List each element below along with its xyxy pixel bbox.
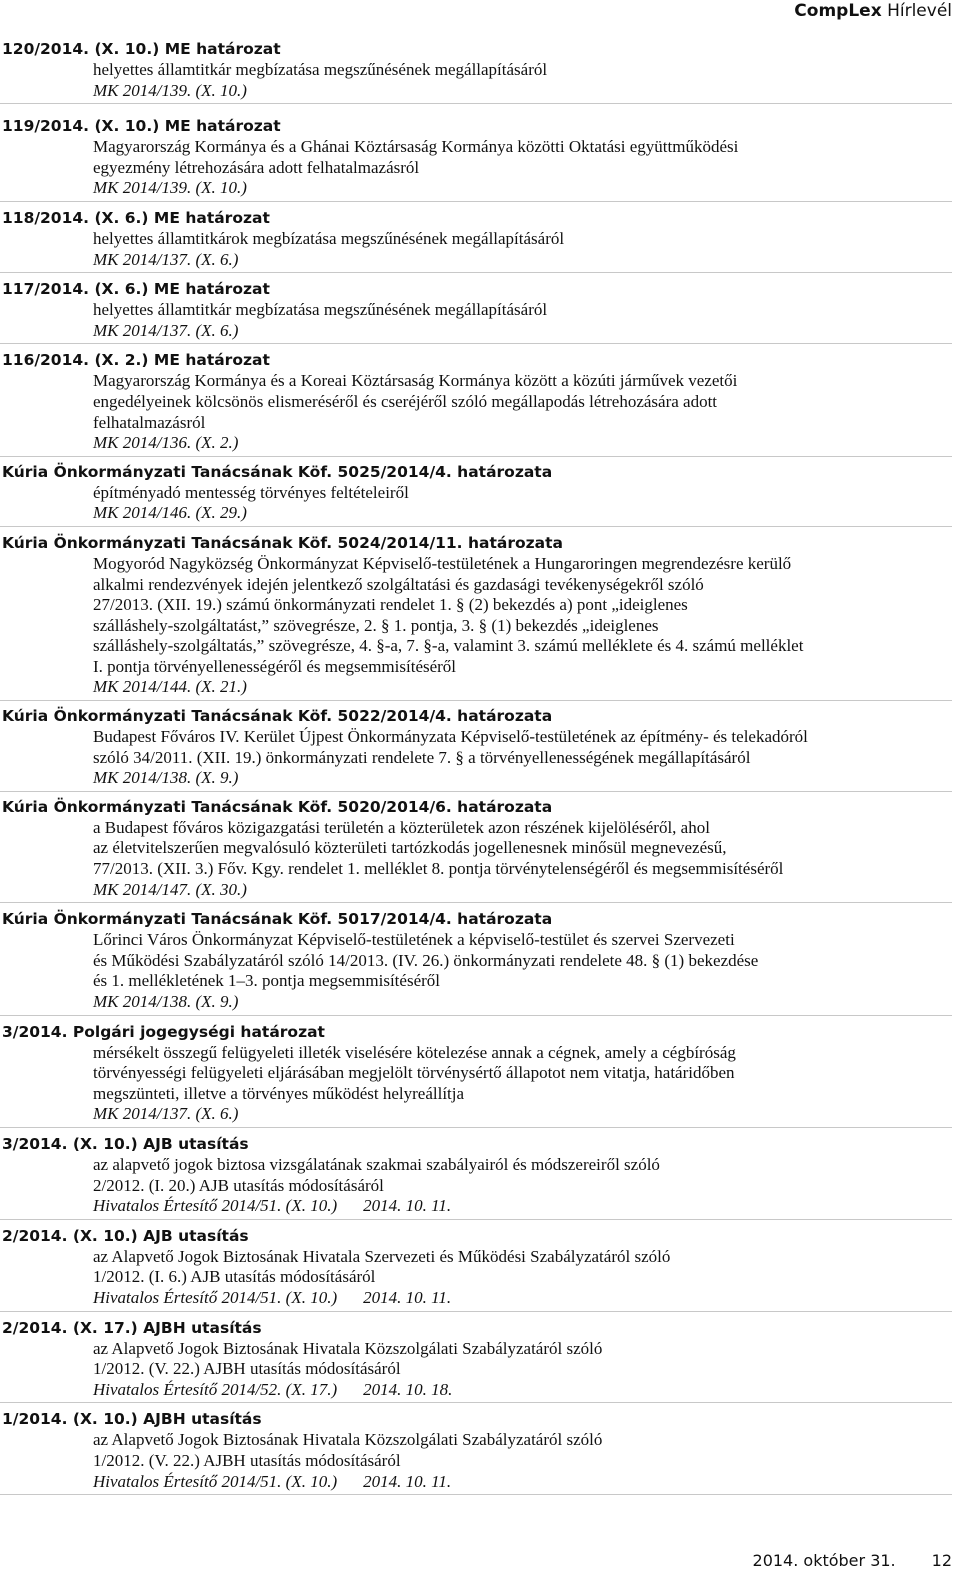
document-entry xyxy=(0,1318,952,1404)
entry-text-line: 1/2012. (V. 22.) AJBH utasítás módosításáról xyxy=(93,1450,401,1470)
source-citation: Hivatalos Értesítő 2014/51. (X. 10.) xyxy=(93,1287,338,1307)
document-entry xyxy=(0,462,952,527)
entry-body xyxy=(0,727,952,789)
document-entry xyxy=(0,1226,952,1312)
source-citation: MK 2014/136. (X. 2.) xyxy=(93,433,239,453)
entry-source-ref xyxy=(93,1380,952,1401)
document-entry xyxy=(0,39,952,104)
entry-source-ref xyxy=(93,321,952,342)
brand-light: Hírlevél xyxy=(881,1,952,21)
entry-body xyxy=(0,1247,952,1309)
entry-source-ref xyxy=(93,503,952,524)
entry-text-line: 2/2012. (I. 20.) AJB utasítás módosításáról xyxy=(93,1175,384,1195)
publication-date: 2014. 10. 11. xyxy=(363,1287,452,1307)
entry-text-line: szálláshely-szolgáltatást,” szövegrésze, 2. § 1. pontja, 3. § (1) bekezdés „ideiglenes xyxy=(93,615,659,635)
entry-text-line: helyettes államtitkár megbízatása megszűnésének megállapításáról xyxy=(93,300,548,320)
document-entry xyxy=(0,1134,952,1220)
entry-text-line: 27/2013. (XII. 19.) számú önkormányzati rendelet 1. § (2) bekezdés a) pont „ideiglenes xyxy=(93,595,688,615)
entry-source-ref xyxy=(93,1288,952,1309)
entry-title: 3/2014. Polgári jogegységi határozat xyxy=(2,1022,325,1041)
entry-title: Kúria Önkormányzati Tanácsának Köf. 5022/2014/4. határozata xyxy=(2,707,553,726)
document-entry xyxy=(0,116,952,202)
source-citation: MK 2014/137. (X. 6.) xyxy=(93,249,239,269)
entry-text-line: 1/2012. (V. 22.) AJBH utasítás módosításáról xyxy=(93,1359,401,1379)
entry-text-line: és Működési Szabályzatáról szóló 14/2013. (IV. 26.) önkormányzati rendelete 48. § (1) bekezdése xyxy=(93,950,759,970)
entry-body xyxy=(0,818,952,900)
page-number: 12 xyxy=(931,1551,952,1570)
entry-body xyxy=(0,1339,952,1401)
source-citation: MK 2014/137. (X. 6.) xyxy=(93,1104,239,1124)
entry-title: 119/2014. (X. 10.) ME határozat xyxy=(2,117,281,136)
entry-source-ref xyxy=(93,250,952,271)
entry-text-line: felhatalmazásról xyxy=(93,412,206,432)
source-citation: MK 2014/146. (X. 29.) xyxy=(93,503,247,523)
entry-body xyxy=(0,1430,952,1492)
brand-bold: CompLex xyxy=(794,1,882,21)
publication-brand xyxy=(794,0,952,22)
entry-source-ref xyxy=(93,433,952,454)
entry-title: Kúria Önkormányzati Tanácsának Köf. 5024/2014/11. határozata xyxy=(2,533,563,552)
document-entry xyxy=(0,279,952,344)
entry-text-line: engedélyeinek kölcsönös elismeréséről és cseréjéről szóló megállapodás létrehozására adott xyxy=(93,391,718,411)
entry-source-ref xyxy=(93,992,952,1013)
document-entry xyxy=(0,797,952,903)
document-entry xyxy=(0,1022,952,1128)
source-citation: Hivatalos Értesítő 2014/52. (X. 17.) xyxy=(93,1379,338,1399)
source-citation: MK 2014/139. (X. 10.) xyxy=(93,80,247,100)
entry-text-line: Lőrinci Város Önkormányzat Képviselő-testületének a képviselő-testület és szervei Szervezeti xyxy=(93,930,735,950)
entry-title: Kúria Önkormányzati Tanácsának Köf. 5017/2014/4. határozata xyxy=(2,910,553,929)
entry-text-line: I. pontja törvényellenességéről és megsemmisítéséről xyxy=(93,656,457,676)
entry-text-line: az Alapvető Jogok Biztosának Hivatala Közszolgálati Szabályzatáról szóló xyxy=(93,1338,603,1358)
source-citation: MK 2014/147. (X. 30.) xyxy=(93,879,247,899)
source-citation: MK 2014/138. (X. 9.) xyxy=(93,992,239,1011)
entry-text-line: megszünteti, illetve a törvényes működést helyreállítja xyxy=(93,1083,465,1103)
source-citation: Hivatalos Értesítő 2014/51. (X. 10.) xyxy=(93,1196,338,1216)
entry-title: Kúria Önkormányzati Tanácsának Köf. 5025/2014/4. határozata xyxy=(2,462,553,481)
document-entry xyxy=(0,706,952,792)
entry-text-line: szálláshely-szolgáltatás,” szövegrésze, 4. §-a, 7. §-a, valamint 3. számú melléklete és 4. számú melléklet xyxy=(93,636,804,656)
page-footer xyxy=(753,1551,952,1570)
entry-title: 2/2014. (X. 10.) AJB utasítás xyxy=(2,1226,249,1245)
entry-text-line: a Budapest főváros közigazgatási területén a közterületek azon részének kijelöléséről, ahol xyxy=(93,817,710,837)
entry-text-line: helyettes államtitkár megbízatása megszűnésének megállapításáról xyxy=(93,60,548,79)
entry-body xyxy=(0,137,952,199)
entry-title: 116/2014. (X. 2.) ME határozat xyxy=(2,351,270,370)
entry-list xyxy=(0,39,952,1501)
entry-body xyxy=(0,483,952,524)
entry-text-line: az Alapvető Jogok Biztosának Hivatala Szervezeti és Működési Szabályzatáról szóló xyxy=(93,1246,671,1266)
entry-body xyxy=(0,554,952,698)
source-citation: MK 2014/137. (X. 6.) xyxy=(93,320,239,340)
entry-text-line: az életvitelszerűen megvalósuló közterületi tartózkodás jogellenesnek minősül megnevezésű, xyxy=(93,838,727,858)
entry-source-ref xyxy=(93,768,952,789)
entry-title: 2/2014. (X. 17.) AJBH utasítás xyxy=(2,1318,262,1337)
source-citation: MK 2014/144. (X. 21.) xyxy=(93,677,247,697)
document-entry xyxy=(0,350,952,456)
entry-text-line: mérsékelt összegű felügyeleti illeték viselésére kötelezése annak a cégnek, amely a cégbíróság xyxy=(93,1042,736,1062)
entry-text-line: Magyarország Kormánya és a Ghánai Köztársaság Kormánya közötti Oktatási együttműködési xyxy=(93,137,739,157)
entry-body xyxy=(0,371,952,453)
entry-body xyxy=(0,229,952,270)
entry-title: 117/2014. (X. 6.) ME határozat xyxy=(2,280,270,299)
entry-body xyxy=(0,930,952,1012)
entry-text-line: 1/2012. (I. 6.) AJB utasítás módosításáról xyxy=(93,1267,376,1287)
entry-source-ref xyxy=(93,81,952,102)
entry-source-ref xyxy=(93,677,952,698)
source-citation: MK 2014/139. (X. 10.) xyxy=(93,178,247,198)
entry-source-ref xyxy=(93,1472,952,1493)
entry-text-line: Mogyoród Nagyközség Önkormányzat Képviselő-testületének a Hungaroringen megrendezésre kerülő xyxy=(93,553,792,573)
entry-text-line: az Alapvető Jogok Biztosának Hivatala Közszolgálati Szabályzatáról szóló xyxy=(93,1430,603,1450)
entry-text-line: Magyarország Kormánya és a Koreai Köztársaság Kormánya között a közúti járművek vezetői xyxy=(93,371,738,391)
entry-title: 3/2014. (X. 10.) AJB utasítás xyxy=(2,1134,249,1153)
entry-text-line: szóló 34/2011. (XII. 19.) önkormányzati rendelete 7. § a törvényellenességének megállapításáról xyxy=(93,747,751,767)
entry-title: Kúria Önkormányzati Tanácsának Köf. 5020/2014/6. határozata xyxy=(2,797,553,816)
entry-source-ref xyxy=(93,178,952,199)
entry-source-ref xyxy=(93,1104,952,1125)
entry-text-line: helyettes államtitkárok megbízatása megszűnésének megállapításáról xyxy=(93,228,565,248)
publication-date: 2014. 10. 11. xyxy=(363,1471,452,1491)
document-entry xyxy=(0,533,952,701)
publication-date: 2014. 10. 18. xyxy=(363,1379,453,1399)
entry-text-line: 77/2013. (XII. 3.) Főv. Kgy. rendelet 1. melléklet 8. pontja törvénytelenségéről és megsemmisítéséről xyxy=(93,859,784,879)
entry-source-ref xyxy=(93,880,952,901)
source-citation: MK 2014/138. (X. 9.) xyxy=(93,768,239,788)
entry-body xyxy=(0,1155,952,1217)
entry-source-ref xyxy=(93,1196,952,1217)
entry-body xyxy=(0,300,952,341)
entry-title: 118/2014. (X. 6.) ME határozat xyxy=(2,208,270,227)
entry-title: 120/2014. (X. 10.) ME határozat xyxy=(2,40,281,58)
entry-text-line: alkalmi rendezvények idején jelentkező szolgáltatási és gazdasági tevékenységekről szóló xyxy=(93,574,704,594)
entry-body xyxy=(0,1043,952,1125)
entry-text-line: egyezmény létrehozására adott felhatalmazásról xyxy=(93,157,420,177)
entry-text-line: és 1. mellékletének 1–3. pontja megsemmisítéséről xyxy=(93,971,440,991)
publication-date: 2014. 10. 11. xyxy=(363,1196,452,1216)
entry-title: 1/2014. (X. 10.) AJBH utasítás xyxy=(2,1410,262,1429)
document-entry xyxy=(0,1409,952,1495)
source-citation: Hivatalos Értesítő 2014/51. (X. 10.) xyxy=(93,1471,338,1491)
document-entry xyxy=(0,208,952,273)
entry-text-line: Budapest Főváros IV. Kerület Újpest Önkormányzata Képviselő-testületének az építmény- és telekadóról xyxy=(93,727,808,747)
entry-text-line: törvényességi felügyeleti eljárásában megjelölt törvénysértő állapotot nem vitatja, határidőben xyxy=(93,1063,735,1083)
issue-date: 2014. október 31. xyxy=(752,1551,896,1570)
entry-body xyxy=(0,60,952,101)
entry-text-line: az alapvető jogok biztosa vizsgálatának szakmai szabályairól és módszereiről szóló xyxy=(93,1154,660,1174)
document-entry xyxy=(0,909,952,1015)
entry-text-line: építményadó mentesség törvényes feltételeiről xyxy=(93,482,409,502)
